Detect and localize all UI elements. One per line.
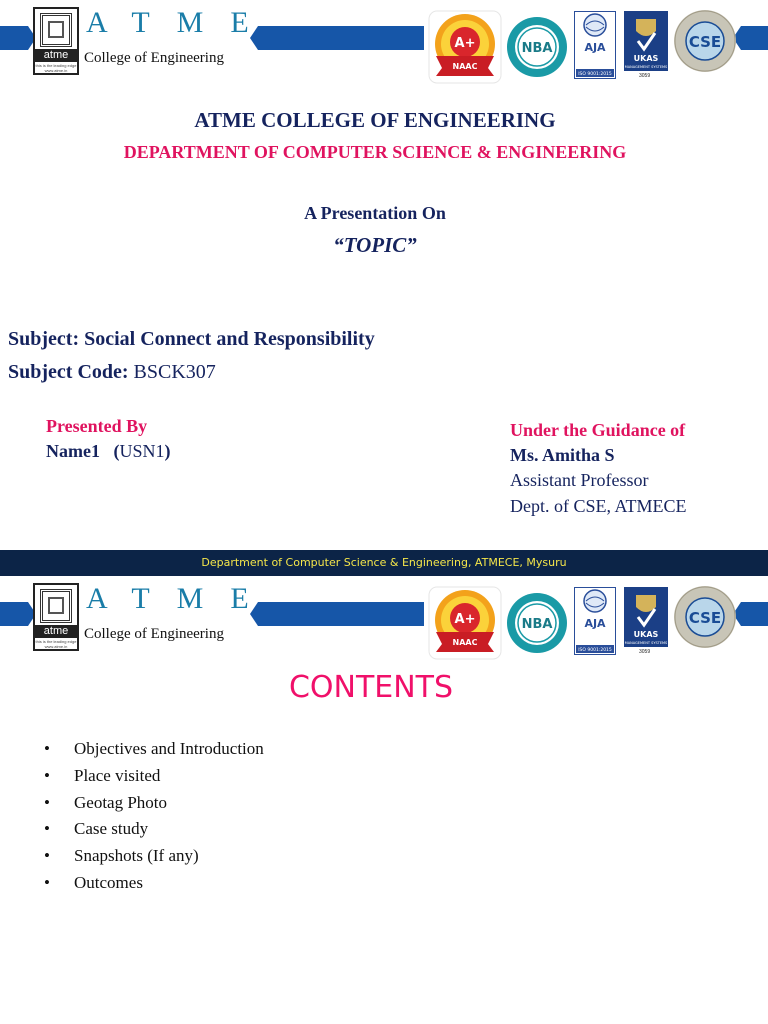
atme-wordmark: ATME bbox=[86, 6, 276, 39]
contents-slide bbox=[0, 576, 768, 1024]
atme-logo bbox=[33, 7, 79, 75]
naac-grade: A+ bbox=[454, 36, 476, 51]
list-item bbox=[44, 736, 264, 763]
presentation-on: A Presentation On bbox=[304, 203, 446, 223]
slide-footer: Department of Computer Science & Engineering, ATMECE, Mysuru bbox=[0, 550, 768, 576]
logo-tagline: this is the leading edge www.atme.in bbox=[35, 639, 77, 649]
cse-label: CSE bbox=[688, 609, 722, 627]
list-item-label: Geotag Photo bbox=[74, 792, 168, 812]
nba-label: NBA bbox=[521, 41, 553, 56]
slide-header bbox=[0, 0, 768, 80]
guidance-label: Under the Guidance of bbox=[510, 420, 686, 440]
naac-label: NAAC bbox=[452, 638, 478, 647]
aja-badge-icon bbox=[574, 587, 616, 655]
college-name: College of Engineering bbox=[84, 626, 224, 642]
guide-designation: Assistant Professor bbox=[510, 470, 649, 490]
usn-open-paren: ( bbox=[113, 441, 120, 461]
list-item-label: Objectives and Introduction bbox=[74, 739, 264, 758]
department-title: DEPARTMENT OF COMPUTER SCIENCE & ENGINEERING bbox=[123, 142, 627, 162]
ukas-sub: MANAGEMENT SYSTEMS bbox=[624, 65, 668, 69]
bullet: • bbox=[44, 872, 50, 892]
atme-wordmark: ATME bbox=[86, 582, 276, 615]
logo-frame-icon bbox=[40, 589, 72, 623]
ukas-sub: MANAGEMENT SYSTEMS bbox=[624, 641, 668, 645]
nba-badge-icon bbox=[505, 591, 569, 655]
ukas-label: UKAS bbox=[633, 630, 659, 639]
header-band-middle bbox=[258, 602, 424, 626]
presenter-usn: USN1 bbox=[119, 441, 165, 461]
bullet: • bbox=[44, 765, 50, 785]
list-item-label: Place visited bbox=[74, 765, 161, 785]
nba-badge-icon bbox=[505, 15, 569, 79]
list-item bbox=[44, 763, 264, 790]
contents-title: CONTENTS bbox=[288, 670, 454, 705]
bullet: • bbox=[44, 819, 50, 839]
college-name: College of Engineering bbox=[84, 50, 224, 66]
naac-label: NAAC bbox=[452, 62, 478, 71]
presenter-name: Name1 bbox=[46, 441, 100, 461]
cse-label: CSE bbox=[688, 33, 722, 51]
header-band-right bbox=[741, 26, 768, 50]
college-title: ATME COLLEGE OF ENGINEERING bbox=[194, 108, 556, 132]
list-item-label: Case study bbox=[74, 819, 149, 839]
nba-label: NBA bbox=[521, 617, 553, 632]
list-item-label: Outcomes bbox=[74, 872, 143, 892]
ukas-number: 3059 bbox=[639, 649, 651, 655]
subject-code-value: BSCK307 bbox=[133, 361, 216, 383]
topic-title: “TOPIC” bbox=[333, 233, 417, 257]
list-item bbox=[44, 870, 264, 897]
slide-header bbox=[0, 576, 768, 656]
cse-badge-icon bbox=[673, 585, 737, 649]
logo-word: atme bbox=[35, 49, 77, 62]
aja-label: AJA bbox=[584, 617, 606, 630]
logo-tagline: this is the leading edge www.atme.in bbox=[35, 63, 77, 73]
bullet: • bbox=[44, 846, 50, 866]
subject-code-label: Subject Code: bbox=[8, 361, 129, 383]
list-item bbox=[44, 790, 264, 817]
ukas-number: 3059 bbox=[639, 73, 651, 79]
logo-word: atme bbox=[35, 625, 77, 638]
guide-department: Dept. of CSE, ATMECE bbox=[510, 496, 687, 516]
cse-badge-icon bbox=[673, 9, 737, 73]
aja-iso: ISO 9001:2015 bbox=[578, 648, 612, 653]
header-band-left bbox=[0, 602, 28, 626]
list-item-label: Snapshots (If any) bbox=[74, 846, 199, 866]
naac-badge-icon bbox=[428, 586, 502, 660]
bullet: • bbox=[44, 739, 50, 758]
guide-name: Ms. Amitha S bbox=[510, 445, 615, 465]
presented-by-label: Presented By bbox=[46, 416, 148, 436]
contents-list bbox=[44, 736, 264, 897]
subject-code-line bbox=[8, 361, 216, 384]
atme-logo bbox=[33, 583, 79, 651]
subject-line: Subject: Social Connect and Responsibility bbox=[8, 328, 375, 350]
ukas-label: UKAS bbox=[633, 54, 659, 63]
list-item bbox=[44, 816, 264, 843]
header-band-middle bbox=[258, 26, 424, 50]
logo-frame-icon bbox=[40, 13, 72, 47]
bullet: • bbox=[44, 792, 50, 812]
list-item bbox=[44, 843, 264, 870]
naac-grade: A+ bbox=[454, 612, 476, 627]
naac-badge-icon bbox=[428, 10, 502, 84]
usn-close-paren: ) bbox=[164, 441, 171, 461]
aja-label: AJA bbox=[584, 41, 606, 54]
header-band-left bbox=[0, 26, 28, 50]
aja-iso: ISO 9001:2015 bbox=[578, 72, 612, 77]
aja-badge-icon bbox=[574, 11, 616, 79]
ukas-badge-icon bbox=[624, 587, 668, 647]
header-band-right bbox=[741, 602, 768, 626]
presenter-line bbox=[46, 441, 171, 462]
ukas-badge-icon bbox=[624, 11, 668, 71]
